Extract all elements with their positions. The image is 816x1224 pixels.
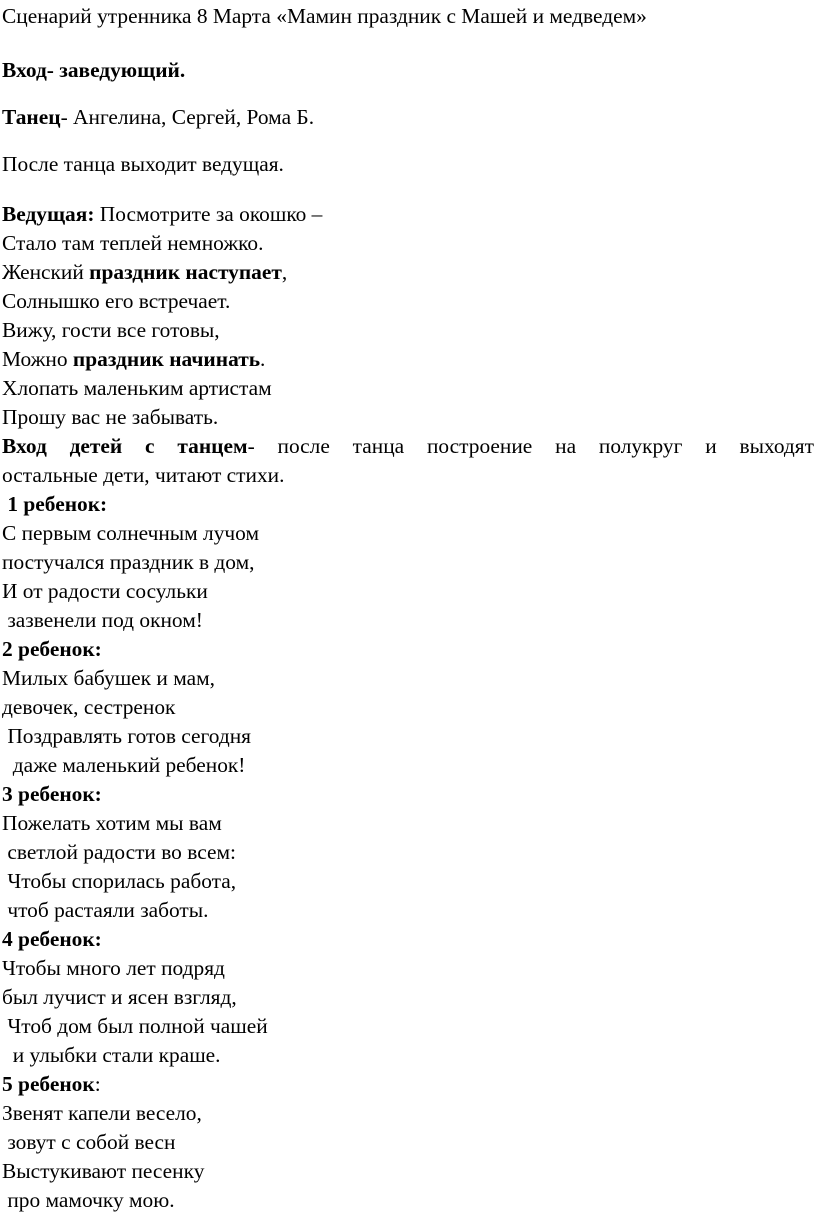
host-line: Солнышко его встречает. <box>2 289 231 313</box>
child-label-text: 3 ребенок: <box>2 782 102 806</box>
host-text: , <box>281 260 288 284</box>
host-text: Можно <box>2 347 73 371</box>
poem-line: был лучист и ясен взгляд, <box>2 985 237 1009</box>
host-text: Посмотрите за окошко – <box>94 202 323 226</box>
poem-line: Чтобы спорилась работа, <box>2 869 237 893</box>
poem-line: про мамочку мою. <box>2 1188 175 1212</box>
poem-line: И от радости сосульки <box>2 579 208 603</box>
host-line: Прошу вас не забывать. <box>2 405 219 429</box>
poem-line: Звенят капели весело, <box>2 1101 202 1125</box>
host-line <box>2 200 322 228</box>
child-label <box>2 780 102 808</box>
child-label-text: 1 ребенок: <box>2 492 108 516</box>
poem-line: зазвенели под окном! <box>2 608 203 632</box>
child-label <box>2 925 102 953</box>
host-label: Ведущая: <box>2 202 95 226</box>
dance-label: Танец <box>2 105 61 129</box>
poem-line: зовут с собой весн <box>2 1130 176 1154</box>
poem-line: Выстукивают песенку <box>2 1159 205 1183</box>
host-line <box>2 258 287 286</box>
poem-line: Поздравлять готов сегодня <box>2 724 252 748</box>
poem-line: Милых бабушек и мам, <box>2 666 215 690</box>
child-label <box>2 635 102 663</box>
poem-line: светлой радости во всем: <box>2 840 236 864</box>
child-label-text: 4 ребенок: <box>2 927 102 951</box>
entry-line <box>2 56 185 84</box>
host-line: Вижу, гости все готовы, <box>2 318 220 342</box>
poem-line: и улыбки стали краше. <box>2 1043 221 1067</box>
dance-text: - Ангелина, Сергей, Рома Б. <box>60 105 315 129</box>
poem-line: чтоб растаяли заботы. <box>2 898 209 922</box>
host-text: Женский <box>2 260 90 284</box>
children-entry-line <box>2 432 814 460</box>
poem-line: даже маленький ребенок! <box>2 753 246 777</box>
child-label-text: 2 ребенок: <box>2 637 102 661</box>
poem-line: С первым солнечным лучом <box>2 521 260 545</box>
poem-line: Чтоб дом был полной чашей <box>2 1014 268 1038</box>
poem-line: постучался праздник в дом, <box>2 550 255 574</box>
entry-label: Вход- заведующий. <box>2 58 186 82</box>
child-label-suffix: : <box>94 1072 101 1096</box>
child-label <box>2 490 107 518</box>
after-dance-line: После танца выходит ведущая. <box>2 152 284 176</box>
poem-line: Чтобы много лет подряд <box>2 956 225 980</box>
host-emphasis: праздник начинать <box>72 347 261 371</box>
child-label <box>2 1070 101 1098</box>
host-text: . <box>260 347 266 371</box>
children-entry-text: - после танца построение на полукруг и выходят <box>247 434 814 458</box>
child-label-text: 5 ребенок <box>2 1072 95 1096</box>
poem-line: Пожелать хотим мы вам <box>2 811 222 835</box>
poem-line: девочек, сестренок <box>2 695 176 719</box>
host-line: Хлопать маленьким артистам <box>2 376 272 400</box>
dance-line <box>2 103 314 131</box>
children-entry-label: Вход детей с танцем <box>2 434 248 458</box>
host-line <box>2 345 265 373</box>
host-emphasis: праздник наступает <box>89 260 282 284</box>
host-line: Стало там теплей немножко. <box>2 231 264 255</box>
children-entry-line: остальные дети, читают стихи. <box>2 463 285 487</box>
document-title: Сценарий утренника 8 Марта «Мамин праздник с Машей и медведем» <box>2 4 647 28</box>
